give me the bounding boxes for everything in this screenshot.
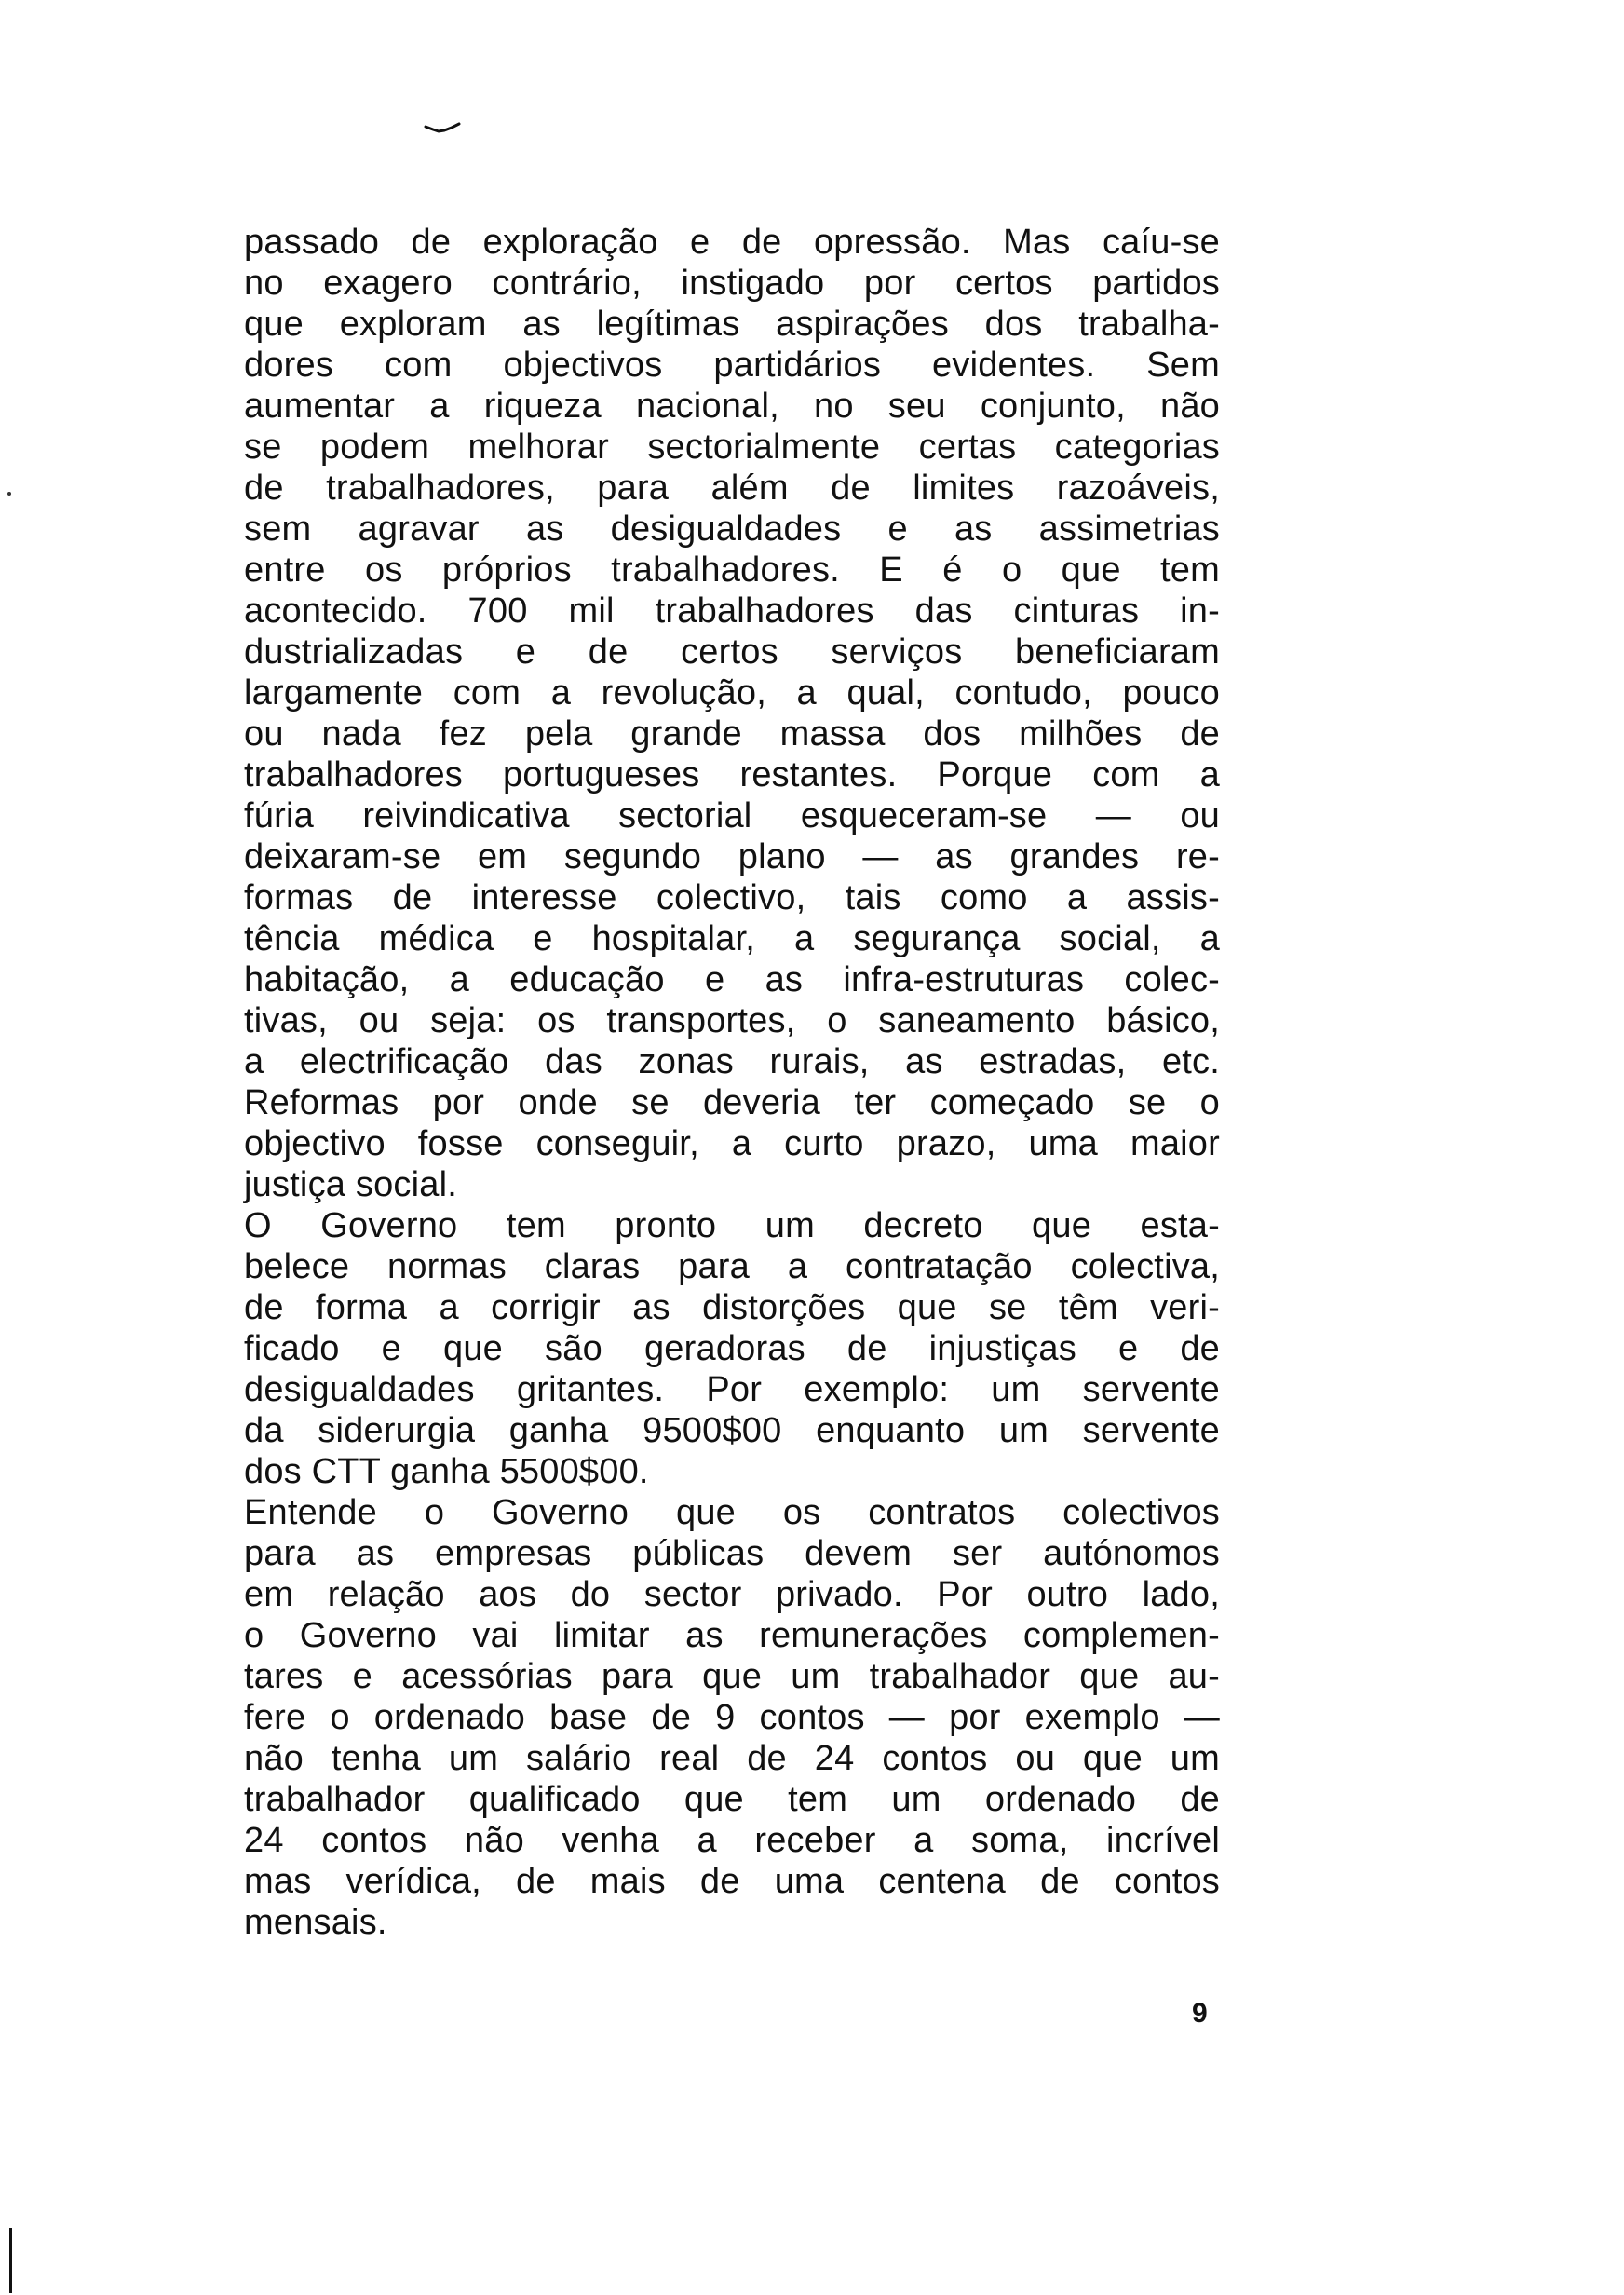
scan-edge-bar — [9, 2228, 12, 2293]
scan-mark-icon — [424, 121, 461, 134]
body-text — [244, 222, 1220, 1943]
text-line: a electrificação das zonas rurais, as estradas, etc. — [244, 1042, 1220, 1081]
text-line: fúria reivindicativa sectorial esqueceram-se — ou — [244, 796, 1220, 835]
text-line: tares e acessórias para que um trabalhador que au- — [244, 1657, 1220, 1696]
text-line: mensais. — [244, 1903, 387, 1942]
text-line: passado de exploração e de opressão. Mas caíu-se — [244, 223, 1220, 262]
text-line: habitação, a educação e as infra-estruturas colec- — [244, 960, 1220, 999]
text-line: belece normas claras para a contratação colectiva, — [244, 1247, 1220, 1286]
text-line: não tenha um salário real de 24 contos ou que um — [244, 1739, 1220, 1778]
text-line: no exagero contrário, instigado por certos partidos — [244, 264, 1220, 303]
text-line: ou nada fez pela grande massa dos milhões de — [244, 714, 1220, 754]
text-line: sem agravar as desigualdades e as assimetrias — [244, 509, 1220, 549]
text-line: que exploram as legítimas aspirações dos trabalha- — [244, 305, 1220, 344]
text-line: para as empresas públicas devem ser autónomos — [244, 1534, 1220, 1573]
text-line: dustrializadas e de certos serviços beneficiaram — [244, 632, 1220, 672]
text-line: tência médica e hospitalar, a segurança social, a — [244, 919, 1220, 958]
text-line: dores com objectivos partidários evidentes. Sem — [244, 346, 1220, 385]
text-line: da siderurgia ganha 9500$00 enquanto um servente — [244, 1411, 1220, 1450]
text-line: trabalhadores portugueses restantes. Porque com a — [244, 755, 1220, 794]
text-line: Reformas por onde se deveria ter começado se o — [244, 1083, 1220, 1122]
text-line: 24 contos não venha a receber a soma, incrível — [244, 1821, 1220, 1860]
text-line: justiça social. — [244, 1165, 457, 1204]
text-line: acontecido. 700 mil trabalhadores das cinturas in- — [244, 591, 1220, 631]
text-line: aumentar a riqueza nacional, no seu conjunto, não — [244, 387, 1220, 426]
text-line: objectivo fosse conseguir, a curto prazo, uma maior — [244, 1124, 1220, 1163]
text-line: mas verídica, de mais de uma centena de contos — [244, 1862, 1220, 1901]
text-line: Entende o Governo que os contratos colectivos — [244, 1493, 1220, 1532]
text-line: tivas, ou seja: os transportes, o saneamento básico, — [244, 1001, 1220, 1040]
scan-dot — [7, 492, 11, 496]
text-line: o Governo vai limitar as remunerações complemen- — [244, 1616, 1220, 1655]
text-line: trabalhador qualificado que tem um ordenado de — [244, 1780, 1220, 1819]
text-line: O Governo tem pronto um decreto que esta- — [244, 1206, 1220, 1245]
text-line: se podem melhorar sectorialmente certas categorias — [244, 428, 1220, 467]
text-line: deixaram-se em segundo plano — as grandes re- — [244, 837, 1220, 876]
text-line: fere o ordenado base de 9 contos — por exemplo — — [244, 1698, 1220, 1737]
page-number: 9 — [1192, 1998, 1208, 2029]
text-line: de trabalhadores, para além de limites razoáveis, — [244, 469, 1220, 508]
text-line: desigualdades gritantes. Por exemplo: um servente — [244, 1370, 1220, 1409]
text-line: dos CTT ganha 5500$00. — [244, 1452, 649, 1491]
text-line: entre os próprios trabalhadores. E é o que tem — [244, 550, 1220, 590]
text-line: em relação aos do sector privado. Por outro lado, — [244, 1575, 1220, 1614]
text-line: largamente com a revolução, a qual, contudo, pouco — [244, 673, 1220, 713]
text-line: de forma a corrigir as distorções que se têm veri- — [244, 1288, 1220, 1327]
text-line: formas de interesse colectivo, tais como a assis- — [244, 878, 1220, 917]
text-line: ficado e que são geradoras de injustiças e de — [244, 1329, 1220, 1368]
